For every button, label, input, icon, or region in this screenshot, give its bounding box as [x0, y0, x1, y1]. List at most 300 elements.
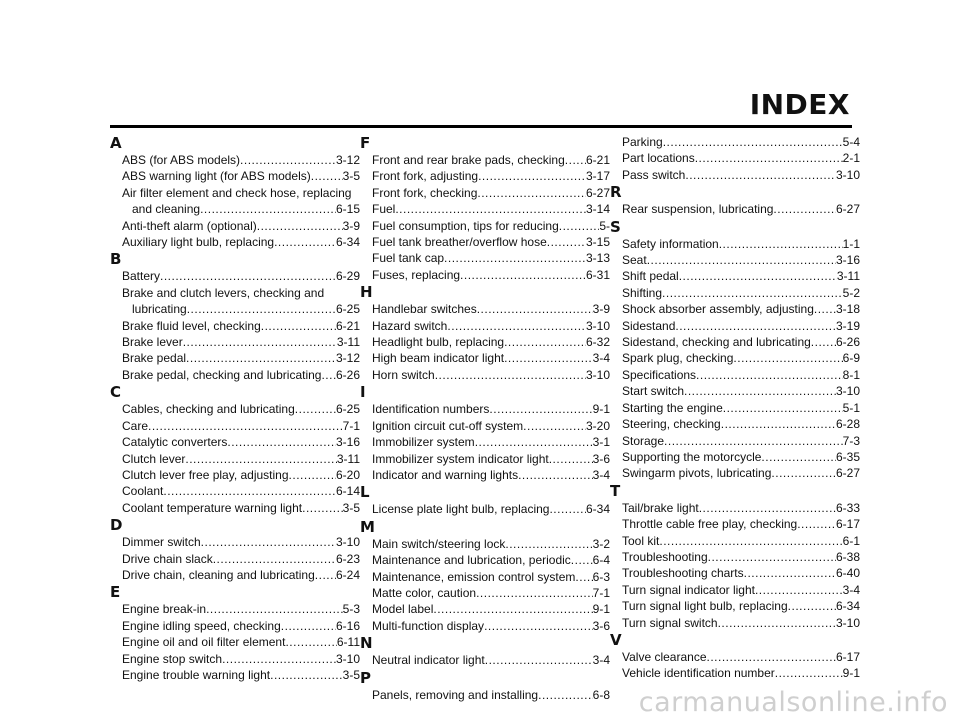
- page-number: 6-32: [585, 335, 610, 350]
- page-number: 3-18: [835, 302, 860, 317]
- entry-text: Auxiliary light bulb, replacing: [122, 235, 275, 250]
- entry-text: Pass switch: [622, 167, 686, 182]
- entry-text: Steering, checking: [622, 417, 721, 432]
- dot-leader: [148, 418, 343, 434]
- index-entry: [610, 665, 860, 681]
- section-letter: N: [360, 634, 373, 653]
- entry-text: Headlight bulb, replacing: [372, 335, 505, 350]
- page-number: 6-17: [835, 517, 860, 532]
- entry-text: Start switch: [622, 384, 685, 399]
- dot-leader: [222, 651, 336, 667]
- dot-leader: [213, 551, 336, 567]
- page-number: 6-33: [835, 500, 860, 515]
- index-entry: [360, 687, 610, 703]
- dot-leader: [788, 598, 836, 614]
- entry-text: lubricating: [132, 302, 187, 317]
- dot-leader: [321, 367, 336, 383]
- entry-text: Maintenance, emission control system: [372, 569, 576, 584]
- page-number: 3-9: [592, 302, 610, 317]
- index-entry: [360, 552, 610, 568]
- index-entry: [360, 267, 610, 283]
- dot-leader: [227, 434, 336, 450]
- dot-leader: [549, 451, 593, 467]
- entry-text: High beam indicator light: [372, 351, 505, 366]
- entry-text: Fuses, replacing: [372, 267, 461, 282]
- index-entry: [360, 185, 610, 201]
- dot-leader: [559, 218, 600, 234]
- page-number: 6-24: [335, 567, 360, 582]
- page-number: 6-25: [335, 302, 360, 317]
- page-number: 3-10: [585, 367, 610, 382]
- dot-leader: [663, 134, 843, 150]
- index-entry: [360, 451, 610, 467]
- index-entry: [610, 201, 860, 217]
- entry-text: Parking: [622, 135, 663, 149]
- index-entry: [110, 601, 360, 617]
- page-number: 6-17: [835, 649, 860, 664]
- index-entry: [110, 434, 360, 450]
- dot-leader: [504, 350, 593, 366]
- page-number: 9-1: [842, 666, 860, 681]
- dot-leader: [435, 367, 586, 383]
- index-entry: [360, 467, 610, 483]
- page-number: 3-6: [592, 618, 610, 633]
- dot-leader: [664, 433, 843, 449]
- index-entry: [610, 383, 860, 399]
- page-number: 6-40: [835, 566, 860, 581]
- entry-text: Sidestand: [622, 318, 676, 333]
- section-letter: S: [610, 217, 621, 236]
- dot-leader: [518, 467, 593, 483]
- dot-leader: [719, 236, 843, 252]
- page-number: 8-1: [842, 367, 860, 382]
- entry-text: Dimmer switch: [122, 535, 201, 550]
- page-number: 9-1: [592, 402, 610, 417]
- dot-leader: [549, 501, 586, 517]
- dot-leader: [659, 533, 842, 549]
- entry-text: Anti-theft alarm (optional): [122, 218, 257, 233]
- index-entry: [110, 268, 360, 284]
- entry-text: Panels, removing and installing: [372, 687, 539, 702]
- index-entry: [360, 350, 610, 366]
- index-entry: [360, 152, 610, 168]
- index-entry: [360, 569, 610, 585]
- dot-leader: [773, 201, 836, 217]
- dot-leader: [257, 218, 343, 234]
- page-number: 7-1: [342, 418, 360, 433]
- index-entry: [110, 567, 360, 583]
- page-number: 2-1: [842, 151, 860, 166]
- index-entry: [110, 301, 360, 317]
- entry-text: Turn signal switch: [622, 615, 718, 630]
- dot-leader: [261, 318, 336, 334]
- page-number: 3-10: [335, 651, 360, 666]
- page-number: 6-14: [335, 484, 360, 499]
- index-entry: [110, 185, 360, 201]
- entry-text: Rear suspension, lubricating: [622, 202, 774, 217]
- dot-leader: [684, 383, 836, 399]
- index-entry: [110, 318, 360, 334]
- dot-leader: [270, 667, 343, 683]
- index-column-3: [610, 134, 860, 682]
- entry-text: Shock absorber assembly, adjusting: [622, 302, 814, 317]
- page-number: 6-27: [835, 466, 860, 481]
- dot-leader: [200, 201, 336, 217]
- dot-leader: [302, 500, 343, 516]
- page-number: 6-11: [336, 635, 360, 650]
- entry-text: Drive chain, cleaning and lubricating: [122, 567, 315, 582]
- dot-leader: [183, 334, 337, 350]
- page-number: 5-1: [842, 400, 860, 415]
- dot-leader: [771, 465, 836, 481]
- entry-text: Shift pedal: [622, 269, 679, 284]
- entry-text: License plate light bulb, replacing: [372, 502, 550, 517]
- index-entry: [360, 401, 610, 417]
- entry-text: Clutch lever: [122, 451, 186, 466]
- index-entry: [110, 152, 360, 168]
- dot-leader: [547, 234, 586, 250]
- page-number: 6-31: [585, 267, 610, 282]
- dot-leader: [447, 318, 586, 334]
- dot-leader: [647, 252, 836, 268]
- entry-text: Cables, checking and lubricating: [122, 402, 295, 417]
- page-number: 3-4: [592, 653, 610, 668]
- dot-leader: [163, 483, 336, 499]
- entry-text: Swingarm pivots, lubricating: [622, 466, 772, 481]
- dot-leader: [484, 618, 593, 634]
- index-entry: [610, 268, 860, 284]
- index-entry: [110, 334, 360, 350]
- index-entry: [110, 367, 360, 383]
- entry-text: Fuel tank cap: [372, 251, 445, 266]
- dot-leader: [160, 268, 336, 284]
- page-number: 6-27: [585, 185, 610, 200]
- entry-text: Coolant temperature warning light: [122, 500, 303, 515]
- page-number: 5-3: [342, 602, 360, 617]
- index-entry: [110, 285, 360, 301]
- section-letter: E: [110, 583, 121, 602]
- index-entry: [610, 134, 860, 150]
- entry-text: Turn signal light bulb, replacing: [622, 599, 788, 614]
- section-letter: V: [610, 630, 622, 649]
- page-number: 6-1: [842, 533, 860, 548]
- entry-text: Handlebar switches: [372, 302, 477, 317]
- dot-leader: [186, 350, 336, 366]
- section-letter: A: [110, 134, 122, 152]
- dot-leader: [311, 168, 343, 184]
- index-entry: [610, 549, 860, 565]
- page-number: 5-: [599, 218, 610, 233]
- section-letter: L: [360, 483, 370, 502]
- entry-text: Model label: [372, 602, 434, 617]
- dot-leader: [811, 334, 836, 350]
- index-entry: [610, 367, 860, 383]
- dot-leader: [755, 582, 843, 598]
- dot-leader: [444, 250, 586, 266]
- page-number: 3-12: [335, 351, 360, 366]
- page-number: 3-1: [592, 435, 610, 450]
- entry-text: Tool kit: [622, 533, 660, 548]
- index-entry: [110, 168, 360, 184]
- index-entry: [110, 350, 360, 366]
- entry-text: Supporting the motorcycle: [622, 449, 762, 464]
- dot-leader: [723, 400, 843, 416]
- entry-text: Vehicle identification number: [622, 666, 775, 681]
- index-entry: [610, 565, 860, 581]
- page-number: 6-29: [335, 269, 360, 284]
- entry-text: Battery: [122, 269, 161, 284]
- index-entry: [360, 434, 610, 450]
- index-entry: [110, 618, 360, 634]
- dot-leader: [675, 318, 836, 334]
- page-number: 3-4: [592, 351, 610, 366]
- index-entry: [110, 201, 360, 217]
- entry-text: Fuel consumption, tips for reducing: [372, 218, 559, 233]
- index-entry: [110, 451, 360, 467]
- index-entry: [110, 418, 360, 434]
- entry-text: Turn signal indicator light: [622, 582, 755, 597]
- page-number: 5-2: [842, 285, 860, 300]
- page-number: 3-12: [335, 153, 360, 167]
- index-entry: [360, 250, 610, 266]
- page-number: 3-19: [835, 318, 860, 333]
- page-number: 6-28: [835, 417, 860, 432]
- entry-text: Air filter element and check hose, replacing: [122, 185, 352, 200]
- page-number: 6-21: [585, 153, 610, 167]
- dot-leader: [485, 652, 593, 668]
- dot-leader: [814, 301, 836, 317]
- dot-leader: [477, 301, 593, 317]
- index-entry: [360, 201, 610, 217]
- index-entry: [360, 652, 610, 668]
- dot-leader: [685, 167, 836, 183]
- section-letter: D: [110, 516, 123, 535]
- entry-text: Part locations: [622, 151, 695, 166]
- index-entry: [110, 218, 360, 234]
- index-entry: [610, 301, 860, 317]
- dot-leader: [240, 152, 336, 168]
- section-letter: F: [360, 134, 371, 152]
- dot-leader: [475, 434, 593, 450]
- entry-text: Seat: [622, 253, 647, 268]
- dot-leader: [295, 401, 336, 417]
- index-entry: [610, 433, 860, 449]
- page-number: 3-5: [342, 169, 360, 184]
- index-entry: [110, 483, 360, 499]
- index-entry: [610, 582, 860, 598]
- dot-leader: [797, 516, 836, 532]
- section-letter: T: [610, 481, 621, 500]
- index-entry: [110, 667, 360, 683]
- entry-text: Immobilizer system indicator light: [372, 451, 549, 466]
- index-entry: [360, 367, 610, 383]
- index-entry: [110, 467, 360, 483]
- index-entry: [110, 234, 360, 250]
- entry-text: Main switch/steering lock: [372, 536, 506, 551]
- page-number: 6-34: [835, 599, 860, 614]
- dot-leader: [504, 334, 586, 350]
- entry-text: Indicator and warning lights: [372, 467, 519, 482]
- page-number: 5-4: [842, 135, 860, 149]
- page-number: 9-1: [592, 602, 610, 617]
- dot-leader: [565, 152, 586, 168]
- page-number: 7-1: [592, 585, 610, 600]
- index-entry: [360, 585, 610, 601]
- index-entry: [610, 533, 860, 549]
- page-number: 3-4: [842, 582, 860, 597]
- dot-leader: [505, 536, 592, 552]
- page-number: 3-13: [585, 251, 610, 266]
- dot-leader: [721, 416, 836, 432]
- index-entry: [610, 649, 860, 665]
- page-title: INDEX: [749, 88, 850, 121]
- entry-text: Engine break-in: [122, 602, 207, 617]
- dot-leader: [708, 549, 836, 565]
- entry-text: Maintenance and lubrication, periodic: [372, 553, 571, 568]
- entry-text: and cleaning: [132, 202, 201, 217]
- index-entry: [610, 598, 860, 614]
- page-number: 6-15: [335, 202, 360, 217]
- entry-text: Storage: [622, 433, 665, 448]
- dot-leader: [733, 350, 842, 366]
- dot-leader: [476, 585, 593, 601]
- entry-text: Brake pedal: [122, 351, 187, 366]
- entry-text: Coolant: [122, 484, 164, 499]
- index-entry: [610, 615, 860, 631]
- page-number: 3-10: [335, 535, 360, 550]
- dot-leader: [281, 618, 336, 634]
- index-entry: [110, 634, 360, 650]
- page-number: 3-11: [336, 451, 360, 466]
- index-entry: [360, 301, 610, 317]
- entry-text: Drive chain slack: [122, 551, 213, 566]
- page-number: 3-14: [585, 202, 610, 217]
- entry-text: Troubleshooting: [622, 549, 708, 564]
- entry-text: Front fork, checking: [372, 185, 478, 200]
- entry-text: Engine idling speed, checking: [122, 618, 281, 633]
- section-letter: R: [610, 183, 622, 202]
- dot-leader: [523, 418, 586, 434]
- entry-text: Clutch lever free play, adjusting: [122, 467, 289, 482]
- page-number: 6-26: [335, 367, 360, 382]
- page-number: 3-10: [835, 167, 860, 182]
- page-number: 3-15: [585, 235, 610, 250]
- page-number: 1-1: [842, 236, 860, 251]
- page-number: 7-3: [842, 433, 860, 448]
- dot-leader: [695, 150, 843, 166]
- dot-leader: [433, 601, 592, 617]
- index-entry: [360, 318, 610, 334]
- entry-text: Brake pedal, checking and lubricating: [122, 367, 322, 382]
- entry-text: Engine stop switch: [122, 651, 223, 666]
- entry-text: Brake and clutch levers, checking and: [122, 285, 325, 300]
- dot-leader: [575, 569, 592, 585]
- entry-text: Ignition circuit cut-off system: [372, 418, 524, 433]
- index-entry: [610, 449, 860, 465]
- dot-leader: [477, 185, 586, 201]
- page-number: 6-4: [592, 553, 610, 568]
- section-letter: I: [360, 383, 366, 402]
- index-entry: [360, 334, 610, 350]
- entry-text: Safety information: [622, 236, 719, 251]
- index-entry: [610, 318, 860, 334]
- section-letter: P: [360, 668, 371, 687]
- page-number: 3-11: [336, 335, 360, 350]
- index-entry: [610, 350, 860, 366]
- index-entry: [110, 651, 360, 667]
- entry-text: Immobilizer system: [372, 435, 475, 450]
- index-entry: [610, 400, 860, 416]
- dot-leader: [185, 451, 337, 467]
- index-entry: [360, 168, 610, 184]
- page-number: 3-11: [836, 269, 860, 284]
- dot-leader: [696, 367, 843, 383]
- entry-text: Valve clearance: [622, 649, 707, 664]
- entry-text: Troubleshooting charts: [622, 566, 744, 581]
- index-entry: [610, 465, 860, 481]
- index-entry: [610, 285, 860, 301]
- entry-text: Brake lever: [122, 335, 183, 350]
- page-number: 6-8: [592, 687, 610, 702]
- page-number: 3-9: [342, 218, 360, 233]
- entry-text: Identification numbers: [372, 402, 490, 417]
- page-number: 3-5: [342, 500, 360, 515]
- index-entry: [110, 534, 360, 550]
- index-entry: [360, 418, 610, 434]
- section-letter: B: [110, 250, 122, 269]
- watermark: carmanualsonline.info: [638, 687, 948, 718]
- dot-leader: [460, 267, 586, 283]
- page-number: 3-16: [335, 435, 360, 450]
- index-column-1: [110, 134, 360, 683]
- dot-leader: [699, 500, 836, 516]
- page-number: 6-27: [835, 202, 860, 217]
- dot-leader: [274, 234, 336, 250]
- entry-text: Fuel tank breather/overflow hose: [372, 235, 547, 250]
- page-number: 6-34: [335, 235, 360, 250]
- page-number: 3-6: [592, 451, 610, 466]
- index-entry: [610, 252, 860, 268]
- index-column-2: [360, 134, 610, 703]
- dot-leader: [679, 268, 837, 284]
- index-entry: [610, 516, 860, 532]
- entry-text: Starting the engine: [622, 400, 723, 415]
- page-number: 3-20: [585, 418, 610, 433]
- section-letter: C: [110, 383, 122, 402]
- page-number: 6-21: [335, 318, 360, 333]
- dot-leader: [662, 285, 843, 301]
- entry-text: Horn switch: [372, 367, 435, 382]
- page-number: 6-23: [335, 551, 360, 566]
- entry-text: Tail/brake light: [622, 500, 699, 515]
- dot-leader: [206, 601, 343, 617]
- page-number: 6-16: [335, 618, 360, 633]
- page-number: 6-26: [835, 335, 860, 350]
- entry-text: Engine oil and oil filter element: [122, 635, 286, 650]
- dot-leader: [289, 467, 336, 483]
- index-entry: [110, 500, 360, 516]
- dot-leader: [571, 552, 593, 568]
- entry-text: ABS (for ABS models): [122, 153, 241, 167]
- index-entry: [360, 536, 610, 552]
- entry-text: Neutral indicator light: [372, 653, 485, 668]
- section-letter: M: [360, 517, 375, 536]
- entry-text: Front fork, adjusting: [372, 169, 479, 184]
- title-rule: [110, 125, 852, 128]
- dot-leader: [761, 449, 836, 465]
- index-entry: [360, 218, 610, 234]
- page-number: 6-38: [835, 549, 860, 564]
